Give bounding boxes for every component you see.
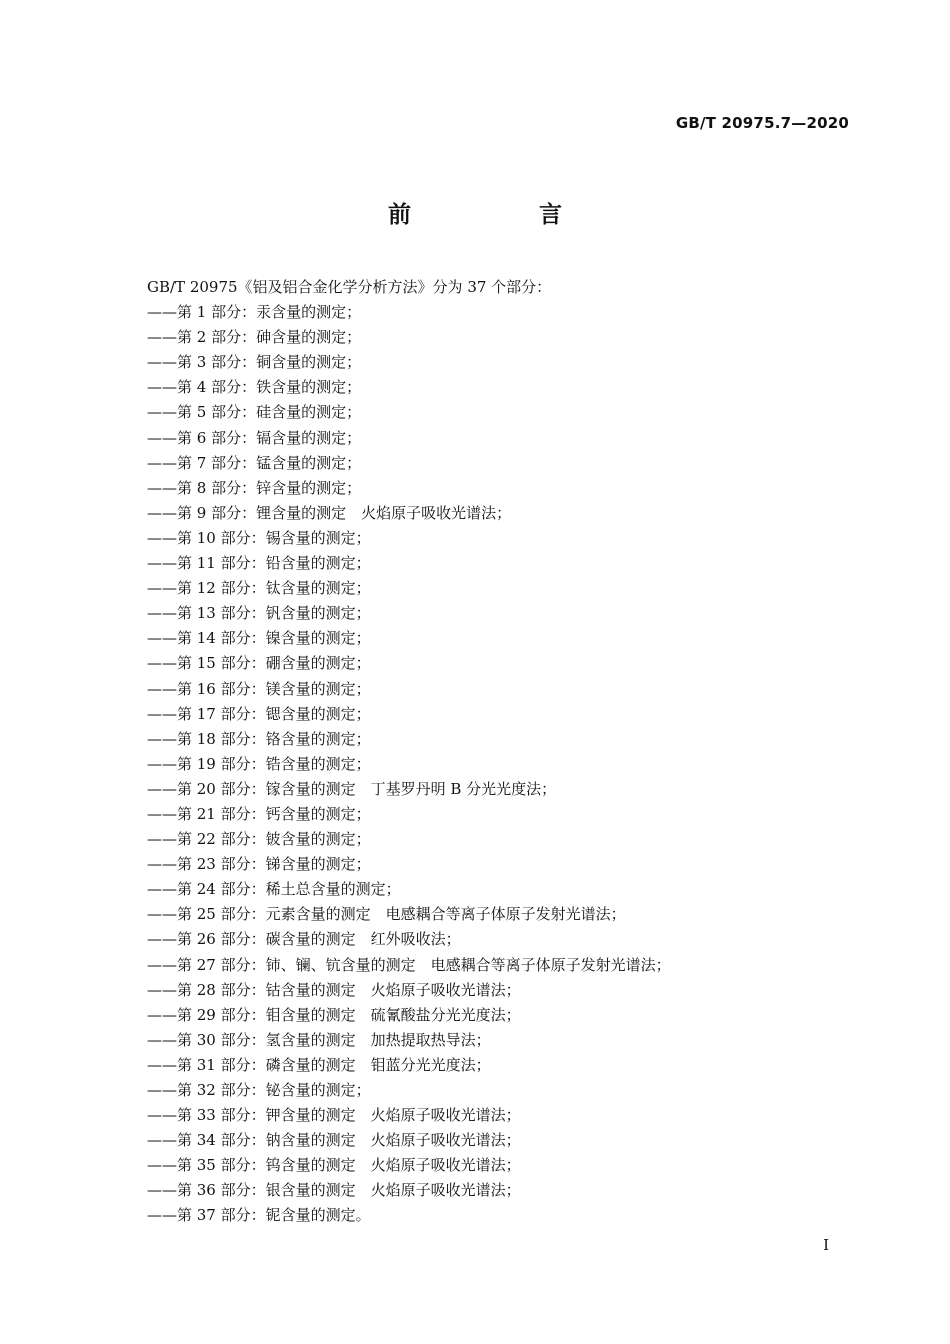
list-item: ——第 31 部分：磷含量的测定 钼蓝分光光度法； [147,1055,491,1074]
list-item: ——第 19 部分：锆含量的测定； [147,754,371,773]
list-item: ——第 20 部分：镓含量的测定 丁基罗丹明 B 分光光度法； [147,779,557,798]
list-item: ——第 37 部分：铌含量的测定。 [147,1206,371,1225]
list-item: ——第 8 部分：锌含量的测定； [147,478,362,497]
list-item: ——第 21 部分：钙含量的测定； [147,804,371,823]
list-item: ——第 10 部分：锡含量的测定； [147,528,371,547]
list-item: ——第 16 部分：镁含量的测定； [147,679,371,698]
foreword-body [147,275,837,1229]
list-item: ——第 25 部分：元素含量的测定 电感耦合等离子体原子发射光谱法； [147,905,626,924]
list-item: ——第 9 部分：锂含量的测定 火焰原子吸收光谱法； [147,503,512,522]
list-item: ——第 33 部分：钾含量的测定 火焰原子吸收光谱法； [147,1106,521,1125]
list-item: ——第 5 部分：硅含量的测定； [147,403,362,422]
list-item: ——第 22 部分：铍含量的测定； [147,830,371,849]
standard-code: GB/T 20975.7—2020 [675,114,849,132]
list-item: ——第 13 部分：钒含量的测定； [147,604,371,623]
parts-list [147,300,837,1228]
page-title: 前 言 [387,202,622,228]
list-item: ——第 34 部分：钠含量的测定 火焰原子吸收光谱法； [147,1131,521,1150]
list-item: ——第 7 部分：锰含量的测定； [147,453,362,472]
list-item: ——第 3 部分：铜含量的测定； [147,353,362,372]
list-item: ——第 26 部分：碳含量的测定 红外吸收法； [147,930,461,949]
list-item: ——第 2 部分：砷含量的测定； [147,328,362,347]
list-item: ——第 14 部分：镍含量的测定； [147,629,371,648]
intro-paragraph: GB/T 20975《铝及铝合金化学分析方法》分为 37 个部分： [147,278,552,296]
list-item: ——第 35 部分：钨含量的测定 火焰原子吸收光谱法； [147,1156,521,1175]
list-item: ——第 18 部分：铬含量的测定； [147,729,371,748]
list-item: ——第 4 部分：铁含量的测定； [147,378,362,397]
list-item: ——第 17 部分：锶含量的测定； [147,704,371,723]
list-item: ——第 11 部分：铅含量的测定； [147,554,371,573]
list-item: ——第 6 部分：镉含量的测定； [147,428,362,447]
list-item: ——第 23 部分：锑含量的测定； [147,855,371,874]
list-item: ——第 27 部分：铈、镧、钪含量的测定 电感耦合等离子体原子发射光谱法； [147,955,671,974]
page-number: I [823,1236,829,1254]
list-item: ——第 36 部分：银含量的测定 火焰原子吸收光谱法； [147,1181,521,1200]
list-item: ——第 24 部分：稀土总含量的测定； [147,880,401,899]
list-item: ——第 30 部分：氢含量的测定 加热提取热导法； [147,1030,491,1049]
list-item: ——第 29 部分：钼含量的测定 硫氰酸盐分光光度法； [147,1005,521,1024]
list-item: ——第 15 部分：硼含量的测定； [147,654,371,673]
list-item: ——第 32 部分：铋含量的测定； [147,1081,371,1099]
list-item: ——第 1 部分：汞含量的测定； [147,303,362,322]
list-item: ——第 28 部分：钴含量的测定 火焰原子吸收光谱法； [147,980,521,999]
list-item: ——第 12 部分：钛含量的测定； [147,579,371,598]
